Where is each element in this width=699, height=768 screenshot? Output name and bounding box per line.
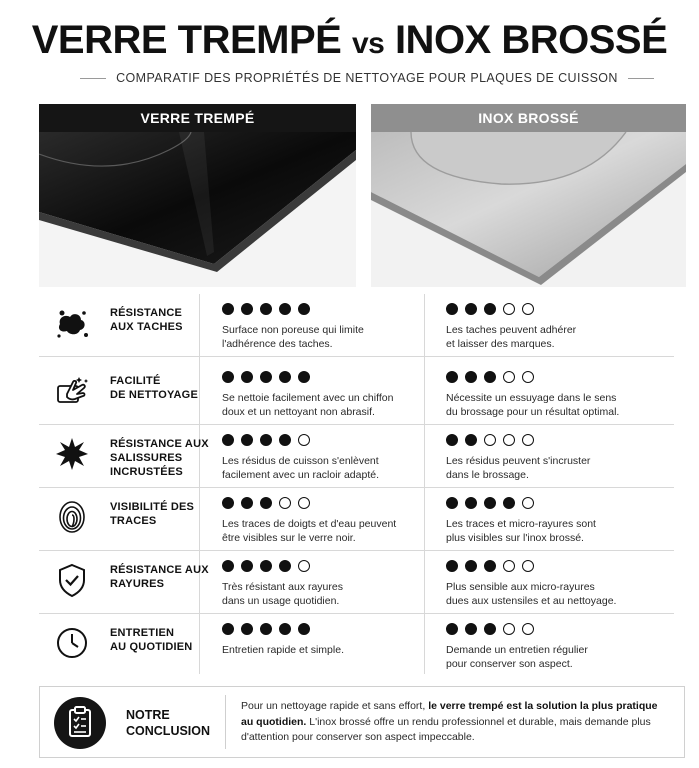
title-steel: INOX BROSSÉ (394, 18, 668, 62)
column-header-glass: VERRE TREMPÉ (39, 104, 356, 132)
steel-description-line: plus visibles sur l'inox brossé. (446, 532, 584, 544)
rating-dot (522, 497, 534, 509)
rating-dot (503, 560, 515, 572)
glass-description-line: Se nettoie facilement avec un chiffon (222, 392, 394, 404)
glass-rating (222, 623, 310, 635)
rating-dot (279, 623, 291, 635)
rating-dot (503, 371, 515, 383)
rating-dot (279, 371, 291, 383)
glass-description-line: l'adhérence des taches. (222, 338, 333, 350)
stain-icon (53, 304, 91, 342)
rating-dot (222, 497, 234, 509)
steel-description (446, 580, 656, 608)
criterion-label-line: VISIBILITÉ DES (110, 501, 195, 513)
conclusion-text (241, 699, 671, 746)
rating-dot (446, 560, 458, 572)
rating-dot (222, 560, 234, 572)
rating-dot (446, 623, 458, 635)
rating-dot (222, 623, 234, 635)
glass-description-line: Les résidus de cuisson s'enlèvent (222, 455, 379, 467)
steel-description (446, 454, 656, 482)
comparison-row (39, 362, 674, 425)
rating-dot (298, 623, 310, 635)
rating-dot (260, 497, 272, 509)
glass-rating (222, 371, 310, 383)
conclusion-box (39, 686, 685, 758)
rating-dot (260, 434, 272, 446)
cleaning-hand-icon (53, 372, 91, 410)
steel-description-line: Demande un entretien régulier (446, 644, 588, 656)
steel-rating (446, 434, 534, 446)
criterion-label (110, 500, 220, 528)
subtitle-rule-right (628, 78, 654, 79)
steel-rating (446, 497, 534, 509)
rating-dot (260, 623, 272, 635)
rating-dot (298, 303, 310, 315)
rating-dot (279, 434, 291, 446)
criterion-label-line: RAYURES (110, 578, 165, 590)
glass-rating (222, 434, 310, 446)
glass-description-line: dans un usage quotidien. (222, 595, 340, 607)
rating-dot (279, 303, 291, 315)
rating-dot (241, 560, 253, 572)
rating-dot (260, 560, 272, 572)
steel-description-line: Les traces et micro-rayures sont (446, 518, 596, 530)
criterion-label-line: ENTRETIEN (110, 627, 175, 639)
rating-dot (241, 497, 253, 509)
glass-rating (222, 497, 310, 509)
rating-dot (484, 560, 496, 572)
rating-dot (222, 434, 234, 446)
rating-dot (241, 303, 253, 315)
rating-dot (241, 371, 253, 383)
conclusion-divider (225, 695, 226, 749)
clipboard-check-icon (54, 697, 106, 749)
steel-cooktop-image (371, 132, 686, 287)
glass-description-line: Entretien rapide et simple. (222, 644, 344, 656)
rating-dot (298, 434, 310, 446)
rating-dot (446, 434, 458, 446)
steel-description (446, 517, 656, 545)
rating-dot (484, 303, 496, 315)
steel-description (446, 323, 656, 351)
rating-dot (279, 560, 291, 572)
glass-description (222, 643, 432, 657)
criterion-label (110, 563, 220, 591)
column-header-steel: INOX BROSSÉ (371, 104, 686, 132)
rating-dot (260, 371, 272, 383)
rating-dot (522, 623, 534, 635)
comparison-row (39, 425, 674, 488)
rating-dot (465, 303, 477, 315)
criterion-label-line: SALISSURES (110, 452, 183, 464)
rating-dot (446, 497, 458, 509)
rating-dot (298, 497, 310, 509)
page-title (0, 14, 699, 70)
glass-description-line: être visibles sur le verre noir. (222, 532, 356, 544)
subtitle-row (80, 70, 654, 86)
steel-description-line: du brossage pour un résultat optimal. (446, 406, 620, 418)
subtitle-rule-left (80, 78, 106, 79)
steel-description-line: Plus sensible aux micro-rayures (446, 581, 595, 593)
rating-dot (465, 497, 477, 509)
rating-dot (484, 371, 496, 383)
rating-dot (484, 434, 496, 446)
shield-check-icon (53, 561, 91, 599)
comparison-row (39, 294, 674, 357)
subtitle: COMPARATIF DES PROPRIÉTÉS DE NETTOYAGE POUR PLAQUES DE CUISSON (116, 71, 618, 85)
conclusion-text-after: L'inox brossé offre un rendu professionnel et durable, mais demande plus d'attention pour conserver son aspect impeccable. (241, 715, 651, 743)
criterion-label-line: AUX TACHES (110, 321, 183, 333)
rating-dot (503, 623, 515, 635)
glass-description (222, 391, 432, 419)
rating-dot (484, 623, 496, 635)
glass-cooktop-image (39, 132, 356, 287)
steel-description-line: et laisser des marques. (446, 338, 555, 350)
criterion-label-line: RÉSISTANCE AUX (110, 438, 209, 450)
steel-description-line: Les taches peuvent adhérer (446, 324, 577, 336)
steel-rating (446, 303, 534, 315)
rating-dot (522, 434, 534, 446)
title-vs: vs (351, 27, 385, 60)
glass-description-line: doux et un nettoyant non abrasif. (222, 406, 375, 418)
rating-dot (241, 434, 253, 446)
conclusion-text-before: Pour un nettoyage rapide et sans effort, (241, 700, 429, 712)
rating-dot (260, 303, 272, 315)
rating-dot (222, 303, 234, 315)
rating-dot (503, 434, 515, 446)
glass-description (222, 580, 432, 608)
glass-description (222, 323, 432, 351)
glass-rating (222, 303, 310, 315)
row-separator (39, 356, 674, 357)
splatter-icon (53, 435, 91, 473)
rating-dot (503, 303, 515, 315)
steel-description-line: dues aux ustensiles et au nettoyage. (446, 595, 617, 607)
criterion-label-line: INCRUSTÉES (110, 466, 183, 478)
glass-description-line: Très résistant aux rayures (222, 581, 343, 593)
criterion-label-line: FACILITÉ (110, 375, 161, 387)
conclusion-label-line2: CONCLUSION (126, 724, 211, 738)
rating-dot (241, 623, 253, 635)
steel-description-line: dans le brossage. (446, 469, 529, 481)
steel-description (446, 643, 656, 671)
criterion-label-line: AU QUOTIDIEN (110, 641, 193, 653)
rating-dot (222, 371, 234, 383)
conclusion-label (126, 707, 210, 739)
glass-description-line: Les traces de doigts et d'eau peuvent (222, 518, 397, 530)
rating-dot (465, 434, 477, 446)
criterion-label (110, 626, 220, 654)
rating-dot (298, 371, 310, 383)
criterion-label (110, 437, 220, 479)
rating-dot (446, 303, 458, 315)
steel-description-line: pour conserver son aspect. (446, 658, 573, 670)
rating-dot (484, 497, 496, 509)
criterion-label (110, 374, 220, 402)
steel-description (446, 391, 656, 419)
rating-dot (279, 497, 291, 509)
fingerprint-icon (53, 498, 91, 536)
steel-rating (446, 371, 534, 383)
criterion-label-line: DE NETTOYAGE (110, 389, 198, 401)
rating-dot (465, 623, 477, 635)
glass-description-line: Surface non poreuse qui limite (222, 324, 364, 336)
rating-dot (465, 371, 477, 383)
rating-dot (522, 560, 534, 572)
criterion-label-line: RÉSISTANCE (110, 307, 183, 319)
glass-description (222, 454, 432, 482)
steel-description-line: Les résidus peuvent s'incruster (446, 455, 591, 467)
criterion-label (110, 306, 220, 334)
clock-icon (53, 624, 91, 662)
steel-rating (446, 623, 534, 635)
glass-rating (222, 560, 310, 572)
rating-dot (446, 371, 458, 383)
rating-dot (522, 371, 534, 383)
rating-dot (522, 303, 534, 315)
conclusion-label-line1: NOTRE (126, 708, 170, 722)
glass-description-line: facilement avec un racloir adapté. (222, 469, 380, 481)
steel-rating (446, 560, 534, 572)
rating-dot (298, 560, 310, 572)
glass-description (222, 517, 432, 545)
conclusion-text-bold: le verre trempé est la solution la plus pratique au quotidien. (241, 700, 658, 728)
criterion-label-line: RÉSISTANCE AUX (110, 564, 209, 576)
comparison-row (39, 488, 674, 551)
steel-description-line: Nécessite un essuyage dans le sens (446, 392, 617, 404)
title-glass: VERRE TREMPÉ (31, 18, 342, 62)
criterion-label-line: TRACES (110, 515, 157, 527)
rating-dot (465, 560, 477, 572)
comparison-row (39, 551, 674, 614)
comparison-row (39, 614, 674, 677)
rating-dot (503, 497, 515, 509)
